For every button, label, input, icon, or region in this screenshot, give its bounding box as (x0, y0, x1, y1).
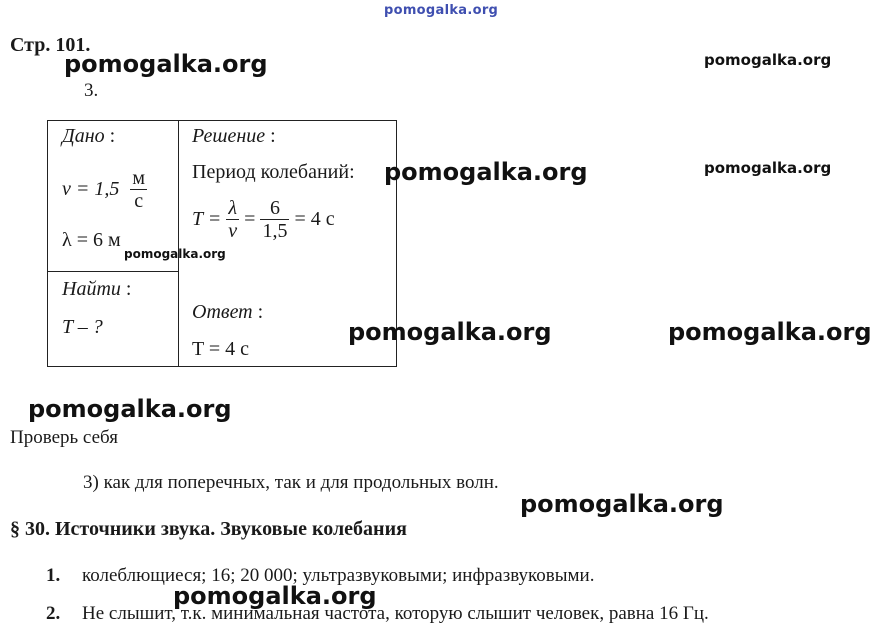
watermark-top[interactable]: pomogalka.org (384, 3, 499, 18)
watermark[interactable]: pomogalka.org (64, 50, 268, 78)
check-yourself-answer: 3) как для поперечных, так и для продольных волн. (83, 472, 499, 493)
solution-heading: Решение : (192, 125, 276, 147)
watermark[interactable]: pomogalka.org (348, 318, 552, 346)
watermark[interactable]: pomogalka.org (520, 490, 724, 518)
answer-heading: Ответ : (192, 301, 264, 323)
table-divider-horizontal (48, 271, 178, 272)
solution-table (47, 120, 397, 367)
given-heading: Дано : (62, 125, 116, 147)
given-velocity: v = 1,5 $\frac{м}{с}$ (62, 167, 146, 212)
answer-item (46, 603, 709, 625)
watermark[interactable]: pomogalka.org (173, 582, 377, 610)
section-title: § 30. Источники звука. Звуковые колебания (10, 518, 407, 540)
watermark[interactable]: pomogalka.org (124, 247, 226, 261)
given-wavelength: λ = 6 м (62, 229, 121, 251)
task-number: 3. (84, 80, 99, 101)
page-reference: Стр. 101. (10, 34, 91, 56)
table-divider-vertical (178, 121, 179, 366)
answer-item-text: колеблющиеся; 16; 20 000; ультразвуковыми; инфразвуковыми. (82, 565, 595, 586)
period-label: Период колебаний: (192, 161, 355, 183)
answer-item-text: Не слышит, т.к. минимальная частота, которую слышит человек, равна 16 Гц. (82, 603, 709, 624)
check-yourself-heading: Проверь себя (10, 427, 118, 448)
watermark[interactable]: pomogalka.org (28, 395, 232, 423)
answer-value: T = 4 с (192, 338, 250, 360)
answer-item-number: 1. (46, 565, 61, 586)
find-value: T – ? (62, 316, 103, 338)
period-formula: T = $\frac{\lambda}{v}$ = $\frac{6}{1,5}$ = 4 с (192, 197, 335, 242)
watermark[interactable]: pomogalka.org (384, 158, 588, 186)
watermark[interactable]: pomogalka.org (704, 51, 832, 69)
answer-item-number: 2. (46, 603, 61, 624)
find-heading: Найти : (62, 278, 132, 300)
watermark[interactable]: pomogalka.org (668, 318, 872, 346)
watermark[interactable]: pomogalka.org (704, 159, 832, 177)
